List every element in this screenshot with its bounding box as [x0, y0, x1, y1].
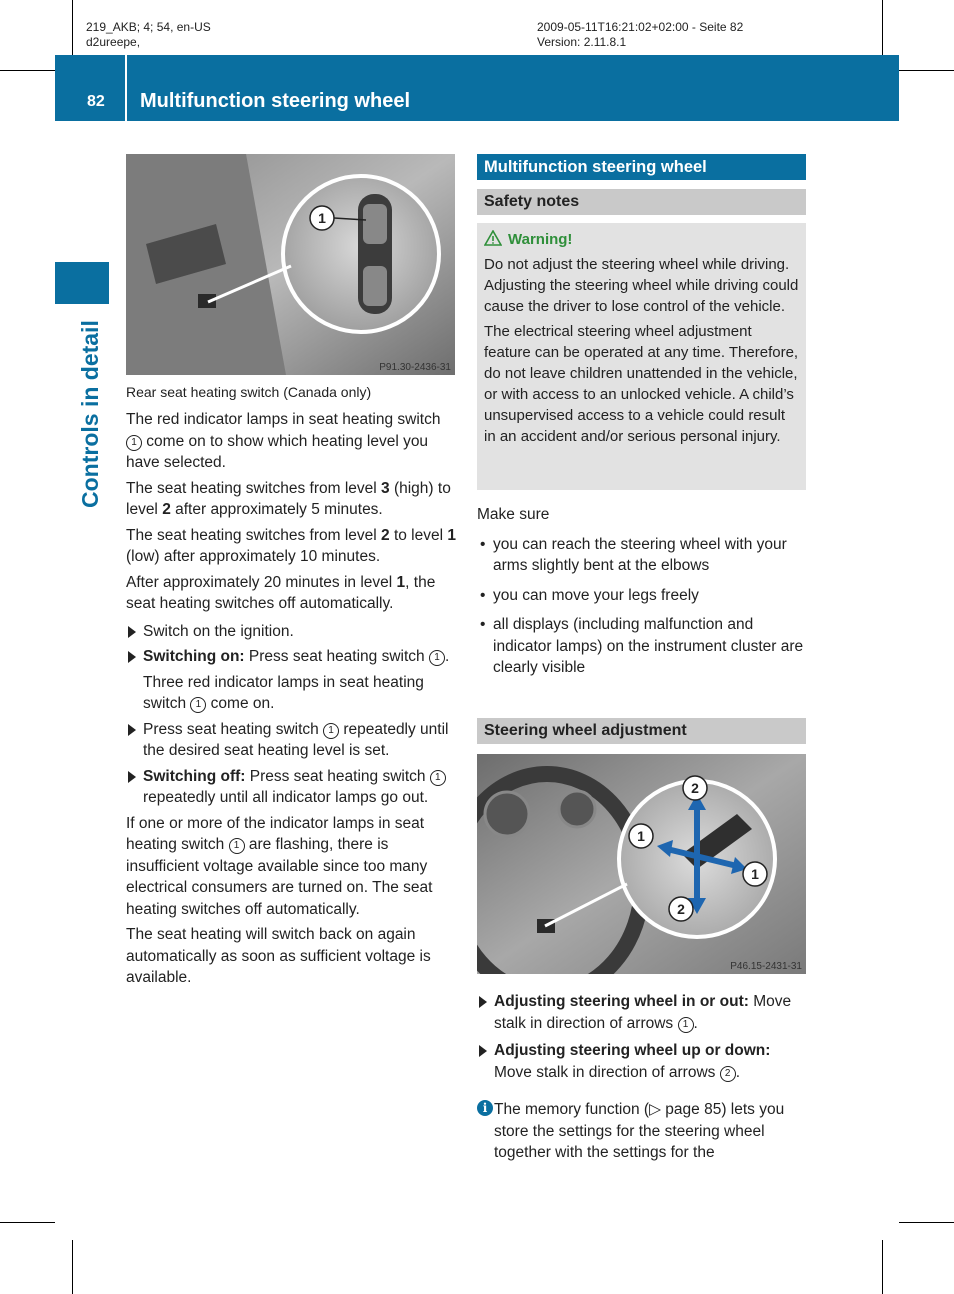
header-divider [125, 55, 127, 121]
list-item: • all displays (including malfunction and indicator lamps) on the instrument cluster are clearly visible [480, 616, 804, 676]
left-column-text [126, 409, 457, 993]
instruction-step: Press seat heating switch 1 repeatedly until the desired seat heating level is set. [126, 719, 457, 762]
photo-callout-1-left: 1 [637, 828, 645, 844]
seat-heating-illustration [126, 154, 455, 375]
crop-mark [882, 0, 883, 55]
print-meta-right-line1: 2009-05-11T16:21:02+02:00 - Seite 82 [537, 20, 744, 34]
paragraph: The seat heating will switch back on again automatically as soon as sufficient voltage is available. [126, 926, 431, 986]
print-meta-right [537, 20, 743, 50]
right-column-text [477, 504, 808, 687]
adjustment-instructions [477, 991, 810, 1168]
instruction-step: Adjusting steering wheel up or down: Move stalk in direction of arrows 2 . [477, 1040, 810, 1083]
print-meta-left-line2: d2ureepe, [86, 35, 141, 49]
info-icon: i [477, 1100, 493, 1116]
section-label: Controls in detail [77, 320, 103, 508]
callout-circle-1: 1 [190, 697, 206, 713]
triangle-arrow-icon [128, 626, 136, 638]
callout-circle-2: 2 [720, 1066, 736, 1082]
crop-mark [0, 1222, 55, 1223]
paragraph: The seat heating switches from level 3 (high) to level 2 after approximately 5 minutes. [126, 479, 451, 518]
steering-wheel-photo [477, 754, 806, 974]
photo-callout-1-right: 1 [751, 866, 759, 882]
triangle-arrow-icon [128, 651, 136, 663]
crop-mark [882, 1240, 883, 1294]
paragraph: After approximately 20 minutes in level 1, the seat heating switches off automatically. [126, 573, 436, 612]
photo-callout-2-bottom: 2 [677, 901, 685, 917]
page-reference-link[interactable]: ▷ page 85 [649, 1101, 722, 1118]
photo-code: P46.15-2431-31 [730, 961, 802, 972]
callout-circle-1: 1 [678, 1017, 694, 1033]
section-heading: Multifunction steering wheel [477, 154, 806, 180]
crop-mark [72, 1240, 73, 1294]
paragraph: The seat heating switches from level 2 to level 1 (low) after approximately 10 minutes. [126, 526, 456, 565]
triangle-arrow-icon [479, 1045, 487, 1057]
page-header-bar [55, 55, 899, 121]
paragraph: If one or more of the indicator lamps in seat heating switch 1 are flashing, there is insufficient voltage available since too many electrical consumers are turned on. The seat heating switches off automatically. [126, 814, 433, 918]
photo-callout-2-top: 2 [691, 780, 699, 796]
paragraph: The red indicator lamps in seat heating switch 1 come on to show which heating level you have selected. [126, 411, 441, 471]
instruction-step: Adjusting steering wheel in or out: Move stalk in direction of arrows 1 . [477, 991, 810, 1034]
steering-wheel-illustration [477, 754, 806, 974]
crop-mark [0, 70, 55, 71]
instruction-substep: Three red indicator lamps in seat heating switch 1 come on. [143, 673, 424, 712]
seat-heating-photo [126, 154, 455, 375]
section-tab-marker [55, 262, 109, 304]
print-meta-left-line1: 219_AKB; 4; 54, en-US [86, 20, 211, 34]
info-note: i The memory function (▷ page 85) lets you store the settings for the steering wheel together with the settings for the [477, 1099, 810, 1164]
warning-paragraph: The electrical steering wheel adjustment feature can be operated at any time. Therefore, do not leave children unattended in the vehicle, or with access to an unlocked vehicle. A child’s unsupervised access to a vehicle could result in an accident and/or serious personal injury. [484, 323, 799, 445]
callout-circle-1: 1 [126, 435, 142, 451]
photo-code: P91.30-2436-31 [379, 362, 451, 373]
warning-box [477, 223, 806, 490]
list-item: • you can move your legs freely [480, 586, 699, 604]
photo-callout-1: 1 [318, 210, 326, 226]
section-label-vertical [70, 318, 110, 508]
triangle-arrow-icon [479, 996, 487, 1008]
page-number: 82 [87, 93, 105, 110]
crop-mark [899, 1222, 954, 1223]
crop-mark [72, 0, 73, 55]
instruction-step: Switching on: Press seat heating switch 1 . [126, 646, 457, 668]
triangle-arrow-icon [128, 724, 136, 736]
warning-title: Warning! [484, 229, 799, 250]
print-meta-left [86, 20, 211, 50]
warning-triangle-icon [484, 230, 502, 246]
callout-circle-1: 1 [323, 723, 339, 739]
list-item: • you can reach the steering wheel with your arms slightly bent at the elbows [480, 535, 787, 574]
warning-paragraph: Do not adjust the steering wheel while driving. Adjusting the steering wheel while driving could cause the driver to lose control of the vehicle. [484, 256, 799, 315]
instruction-step: Switching off: Press seat heating switch 1 repeatedly until all indicator lamps go out. [126, 766, 457, 809]
subsection-heading-adjustment: Steering wheel adjustment [477, 718, 806, 744]
page-title: Multifunction steering wheel [140, 90, 411, 112]
photo-caption: Rear seat heating switch (Canada only) [126, 384, 372, 400]
callout-circle-1: 1 [229, 838, 245, 854]
paragraph: Make sure [477, 506, 550, 523]
subsection-heading-safety: Safety notes [477, 189, 806, 215]
callout-circle-1: 1 [430, 770, 446, 786]
triangle-arrow-icon [128, 771, 136, 783]
instruction-step: Switch on the ignition. [126, 621, 457, 643]
crop-mark [899, 70, 954, 71]
callout-circle-1: 1 [429, 650, 445, 666]
print-meta-right-line2: Version: 2.11.8.1 [537, 35, 627, 49]
